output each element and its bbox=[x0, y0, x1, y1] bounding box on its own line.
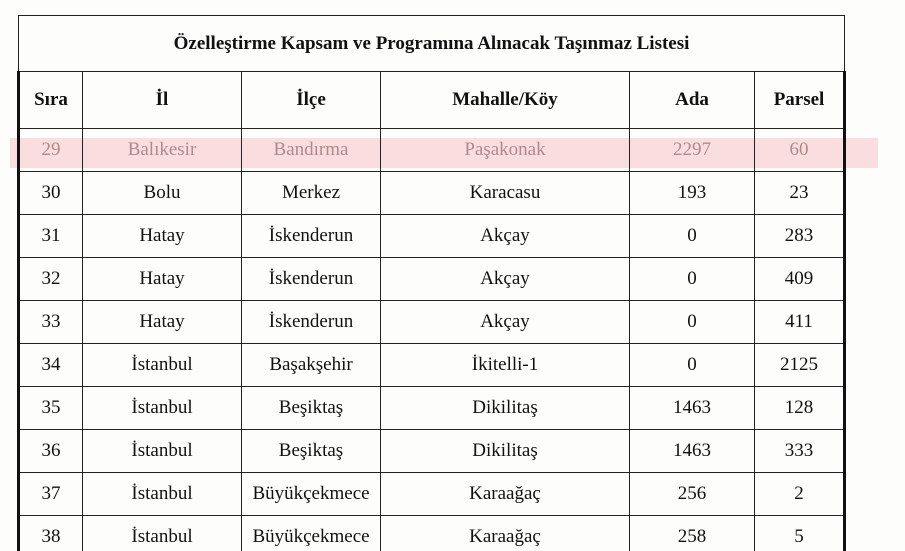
cell-sira: 36 bbox=[19, 430, 83, 473]
cell-ilce: Başakşehir bbox=[242, 344, 381, 387]
table-row bbox=[19, 344, 845, 387]
column-header-mahalle: Mahalle/Köy bbox=[381, 72, 630, 129]
cell-sira: 37 bbox=[19, 473, 83, 516]
table-row bbox=[19, 129, 845, 172]
table-row bbox=[19, 430, 845, 473]
cell-ilce: İskenderun bbox=[242, 258, 381, 301]
cell-il: Hatay bbox=[83, 301, 242, 344]
cell-parsel: 2 bbox=[755, 473, 845, 516]
column-header-parsel: Parsel bbox=[755, 72, 845, 129]
cell-il: Balıkesir bbox=[83, 129, 242, 172]
cell-parsel: 411 bbox=[755, 301, 845, 344]
table-row bbox=[19, 258, 845, 301]
cell-sira: 33 bbox=[19, 301, 83, 344]
column-header-ada: Ada bbox=[630, 72, 755, 129]
column-header-sira: Sıra bbox=[19, 72, 83, 129]
cell-il: İstanbul bbox=[83, 387, 242, 430]
cell-il: İstanbul bbox=[83, 344, 242, 387]
cell-mahalle: Dikilitaş bbox=[381, 387, 630, 430]
cell-sira: 35 bbox=[19, 387, 83, 430]
cell-sira: 31 bbox=[19, 215, 83, 258]
table-row bbox=[19, 172, 845, 215]
table-title: Özelleştirme Kapsam ve Programına Alınacak Taşınmaz Listesi bbox=[19, 16, 845, 72]
table-header-row bbox=[19, 72, 845, 129]
cell-il: İstanbul bbox=[83, 473, 242, 516]
cell-ada: 0 bbox=[630, 215, 755, 258]
cell-ada: 193 bbox=[630, 172, 755, 215]
table-row bbox=[19, 516, 845, 551]
cell-il: İstanbul bbox=[83, 430, 242, 473]
cell-mahalle: Paşakonak bbox=[381, 129, 630, 172]
cell-mahalle: Karaağaç bbox=[381, 473, 630, 516]
table-row bbox=[19, 387, 845, 430]
cell-parsel: 333 bbox=[755, 430, 845, 473]
table-row bbox=[19, 301, 845, 344]
cell-parsel: 128 bbox=[755, 387, 845, 430]
cell-ilce: Beşiktaş bbox=[242, 387, 381, 430]
table-row bbox=[19, 215, 845, 258]
cell-il: Hatay bbox=[83, 258, 242, 301]
cell-sira: 29 bbox=[19, 129, 83, 172]
cell-ada: 256 bbox=[630, 473, 755, 516]
cell-ada: 0 bbox=[630, 344, 755, 387]
cell-sira: 32 bbox=[19, 258, 83, 301]
cell-ada: 1463 bbox=[630, 387, 755, 430]
cell-mahalle: İkitelli-1 bbox=[381, 344, 630, 387]
cell-ilce: Büyükçekmece bbox=[242, 516, 381, 551]
cell-mahalle: Akçay bbox=[381, 301, 630, 344]
cell-mahalle: Karaağaç bbox=[381, 516, 630, 551]
property-list-table bbox=[17, 15, 846, 551]
table-title-row bbox=[19, 16, 845, 72]
cell-parsel: 409 bbox=[755, 258, 845, 301]
cell-ada: 258 bbox=[630, 516, 755, 551]
cell-parsel: 283 bbox=[755, 215, 845, 258]
column-header-ilce: İlçe bbox=[242, 72, 381, 129]
cell-il: Bolu bbox=[83, 172, 242, 215]
cell-parsel: 5 bbox=[755, 516, 845, 551]
cell-ada: 0 bbox=[630, 301, 755, 344]
cell-sira: 38 bbox=[19, 516, 83, 551]
cell-mahalle: Dikilitaş bbox=[381, 430, 630, 473]
cell-ilce: İskenderun bbox=[242, 301, 381, 344]
cell-parsel: 2125 bbox=[755, 344, 845, 387]
cell-parsel: 60 bbox=[755, 129, 845, 172]
cell-ilce: Beşiktaş bbox=[242, 430, 381, 473]
cell-sira: 30 bbox=[19, 172, 83, 215]
cell-mahalle: Karacasu bbox=[381, 172, 630, 215]
cell-mahalle: Akçay bbox=[381, 258, 630, 301]
cell-ada: 2297 bbox=[630, 129, 755, 172]
cell-mahalle: Akçay bbox=[381, 215, 630, 258]
cell-ilce: Merkez bbox=[242, 172, 381, 215]
cell-ilce: Bandırma bbox=[242, 129, 381, 172]
cell-ilce: İskenderun bbox=[242, 215, 381, 258]
cell-ada: 1463 bbox=[630, 430, 755, 473]
cell-il: Hatay bbox=[83, 215, 242, 258]
cell-parsel: 23 bbox=[755, 172, 845, 215]
cell-ilce: Büyükçekmece bbox=[242, 473, 381, 516]
table-row bbox=[19, 473, 845, 516]
column-header-il: İl bbox=[83, 72, 242, 129]
cell-sira: 34 bbox=[19, 344, 83, 387]
cell-ada: 0 bbox=[630, 258, 755, 301]
cell-il: İstanbul bbox=[83, 516, 242, 551]
